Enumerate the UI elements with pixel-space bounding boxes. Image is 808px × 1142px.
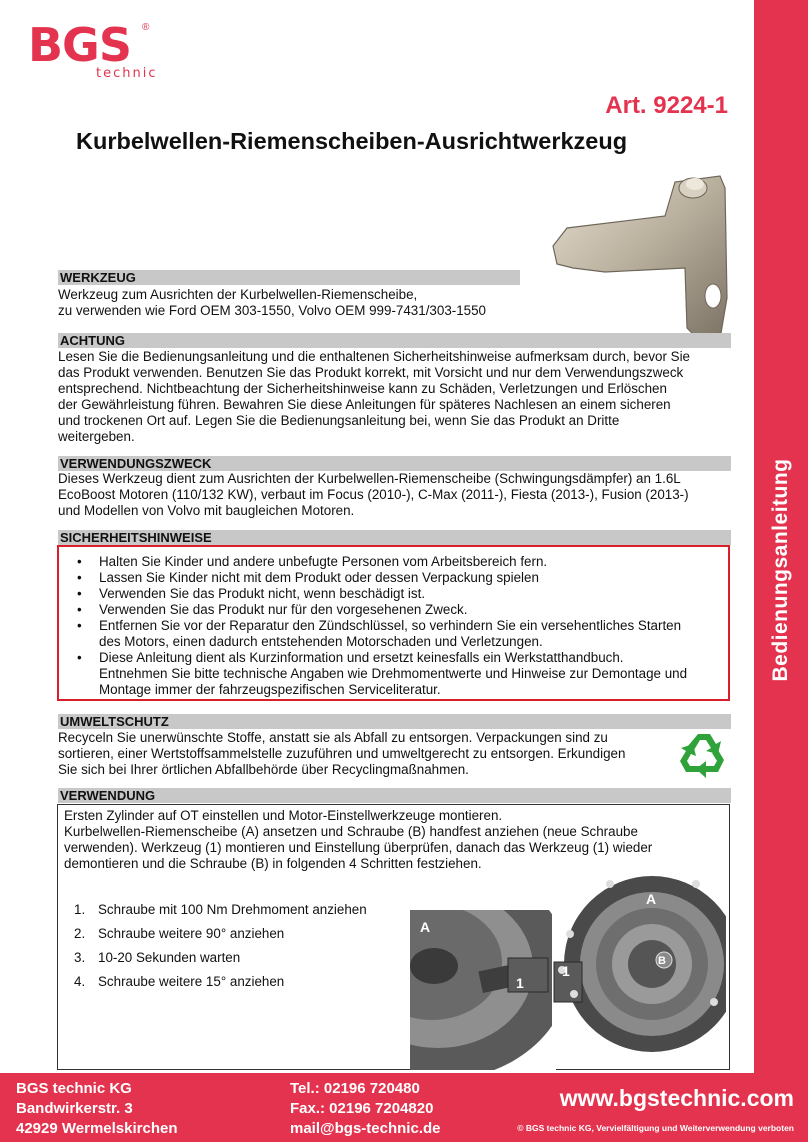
footer-copyright: © BGS technic KG, Vervielfältigung und Weiterverwendung verboten: [517, 1123, 794, 1133]
list-item: 3. 10-20 Sekunden warten: [74, 950, 241, 965]
text-line: sortieren, einer Wertstoffsammelstelle zuzuführen und umweltgerecht zu entsorgen. Erkundigen: [58, 746, 626, 761]
footer-mail[interactable]: mail@bgs-technic.de: [290, 1120, 441, 1137]
safety-box: [57, 545, 730, 701]
list-item: • Verwenden Sie das Produkt nicht, wenn beschädigt ist.: [73, 586, 725, 602]
tool-product-image: [545, 168, 735, 338]
footer-street: Bandwirkerstr. 3: [16, 1100, 133, 1117]
text-line: der Gewährleistung führen. Bewahren Sie diese Anleitungen für späteres Nachlesen an einem sicheren: [58, 397, 671, 412]
list-item: 4. Schraube weitere 15° anziehen: [74, 974, 285, 989]
text-line: entsprechend. Nichtbeachtung der Sicherheitshinweise kann zu Schäden, Verletzungen und Erlöschen: [58, 381, 667, 396]
side-label: Bedienungsanleitung: [769, 458, 792, 682]
text-line: und Modellen von Volvo mit baugleichen Motoren.: [58, 503, 355, 518]
logo-text: BGS: [28, 18, 131, 72]
text-line: Sie sich bei Ihrer örtlichen Abfallbehörde über Recyclingmaßnahmen.: [58, 762, 469, 777]
footer-tel: Tel.: 02196 720480: [290, 1080, 420, 1097]
text-line: demontieren und die Schraube (B) in folgenden 4 Schritten festziehen.: [64, 856, 482, 871]
list-item: • Halten Sie Kinder und andere unbefugte Personen vom Arbeitsbereich fern.: [73, 554, 725, 570]
umwelt-text: [58, 730, 625, 778]
verwendungszweck-text: [58, 471, 689, 519]
text-line: Lesen Sie die Bedienungsanleitung und die enthaltenen Sicherheitshinweise aufmerksam durch, bevor Sie: [58, 349, 691, 364]
text-line: Dieses Werkzeug dient zum Ausrichten der Kurbelwellen-Riemenscheibe (Schwingungsdämpfer) an 1.6L: [58, 471, 681, 486]
steps-list: [74, 902, 367, 998]
list-item: 2. Schraube weitere 90° anziehen: [74, 926, 285, 941]
text-line: zu verwenden wie Ford OEM 303-1550, Volvo OEM 999-7431/303-1550: [58, 303, 487, 318]
list-item: • Entfernen Sie vor der Reparatur den Zündschlüssel, so verhindern Sie ein versehentliches Starten des Motors, einen dadurch entstehenden Motorschaden und Verletzungen.: [73, 618, 725, 650]
list-item: • Lassen Sie Kinder nicht mit dem Produkt oder dessen Verpackung spielen: [73, 570, 725, 586]
logo-registered-mark: ®: [142, 22, 150, 33]
text-line: Recyceln Sie unerwünschte Stoffe, anstatt sie als Abfall zu entsorgen. Verpackungen sind zu: [58, 730, 608, 745]
footer-fax: Fax.: 02196 7204820: [290, 1100, 434, 1117]
umwelt-heading: UMWELTSCHUTZ: [58, 714, 731, 729]
brand-logo: [28, 18, 158, 81]
text-line: weitergeben.: [58, 429, 135, 444]
text-line: verwenden). Werkzeug (1) montieren und Einstellung überprüfen, danach das Werkzeug (1) wieder: [64, 840, 653, 855]
achtung-heading: ACHTUNG: [58, 333, 731, 348]
list-item: • Verwenden Sie das Produkt nur für den vorgesehenen Zweck.: [73, 602, 725, 618]
verwendung-heading: VERWENDUNG: [58, 788, 731, 803]
footer-address: [16, 1079, 178, 1139]
photo-label-a: A: [420, 919, 431, 935]
footer-website-link[interactable]: www.bgstechnic.com: [559, 1085, 794, 1111]
text-line: Werkzeug zum Ausrichten der Kurbelwellen-Riemenscheibe,: [58, 287, 418, 302]
recycle-icon: [678, 730, 730, 780]
text-line: das Produkt verwenden. Benutzen Sie das Produkt korrekt, mit Vorsicht und nur dem Verwendungszweck: [58, 365, 684, 380]
text-line: Ersten Zylinder auf OT einstellen und Motor-Einstellwerkzeuge montieren.: [64, 808, 503, 823]
footer: [0, 1073, 808, 1142]
werkzeug-heading: WERKZEUG: [58, 270, 520, 285]
verwendung-text: [64, 808, 652, 872]
text-line: und trockenen Ort auf. Legen Sie die Bedienungsanleitung bei, wenn Sie das Produkt an Dritte: [58, 413, 620, 428]
engine-photo-left: [410, 910, 556, 1070]
article-number: Art. 9224-1: [605, 92, 728, 119]
photo-label-a: A: [646, 891, 657, 907]
verwendungszweck-heading: VERWENDUNGSZWECK: [58, 456, 731, 471]
footer-contact: [290, 1079, 441, 1139]
engine-photo-right: [552, 872, 726, 1068]
side-band: [754, 0, 808, 1073]
list-item: • Diese Anleitung dient als Kurzinformation und ersetzt keinesfalls ein Werkstatthandbuch. Entnehmen Sie bitte technische Angaben wie Drehmomentwerte und Hinweise zur Demontage und Montage immer der fahrzeugspezifischen Serviceliteratur.: [73, 650, 725, 698]
achtung-text: [58, 349, 690, 445]
page-title: Kurbelwellen-Riemenscheiben-Ausrichtwerkzeug: [76, 128, 628, 154]
text-line: EcoBoost Motoren (110/132 KW), verbaut im Focus (2010-), C-Max (2011-), Fiesta (2013-), Fusion (2013-): [58, 487, 689, 502]
photo-label-1: 1: [562, 963, 570, 979]
footer-city: 42929 Wermelskirchen: [16, 1120, 178, 1137]
sicherheit-heading: SICHERHEITSHINWEISE: [58, 530, 731, 545]
text-line: Kurbelwellen-Riemenscheibe (A) ansetzen und Schraube (B) handfest anziehen (neue Schraube: [64, 824, 638, 839]
photo-label-1: 1: [516, 975, 524, 991]
photo-label-b: B: [658, 955, 666, 967]
footer-company: BGS technic KG: [16, 1080, 132, 1097]
safety-list: [73, 554, 725, 698]
list-item: 1. Schraube mit 100 Nm Drehmoment anziehen: [74, 902, 367, 917]
werkzeug-text: [58, 287, 486, 319]
logo-subtitle: technic: [96, 66, 158, 81]
